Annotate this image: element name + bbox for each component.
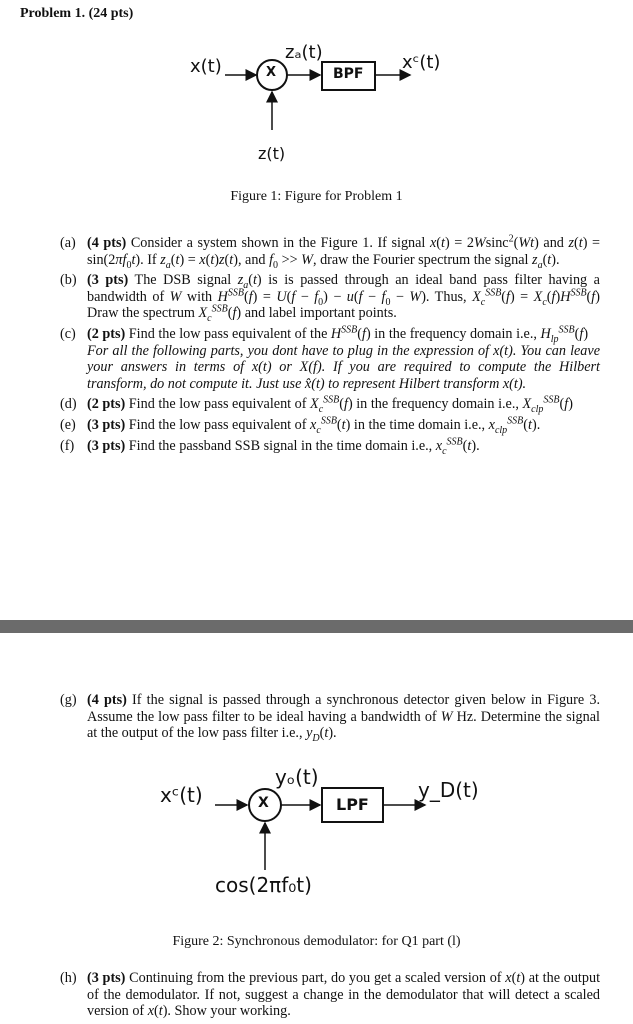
fig1-multiplier-symbol: X <box>266 65 277 80</box>
part-label: (c) <box>60 325 76 342</box>
part-text: (4 pts) If the signal is passed through a synchronous detector given below in Figure 3. Assume the low pass filter to be ideal having a bandwidth of W Hz. Determine the signal at the output of the low pass filter i.e., $y_D(t)$. <box>87 692 600 745</box>
part-h <box>60 970 600 1020</box>
part-label: (d) <box>60 396 77 413</box>
fig1-carrier-label: z(t) <box>258 144 286 163</box>
fig2-carrier-label: cos(2πf₀t) <box>215 873 312 897</box>
fig1-mid-signal-label: zₐ(t) <box>285 42 323 63</box>
fig2-input-label: xᶜ(t) <box>160 783 203 807</box>
part-text: (3 pts) Find the low pass equivalent of $x_c^{SSB}(t)$ in the time domain i.e., $x_{clp}^{SSB}(t)$. <box>87 415 541 436</box>
part-g <box>60 692 600 745</box>
part-text: (3 pts) The DSB signal $z_a(t)$ is is passed through an ideal band pass filter having a bandwidth of W with $H^{SSB}(f) = U(f - f_0) - u(f - f_0 - W)$. Thus, $X_c^{SSB}(f) = X_c(f)H^{SSB}(f)$ Draw the spectrum $X_c^{SSB}(f)$ and label important points. <box>87 272 600 325</box>
part-f <box>60 435 600 457</box>
problem-parts-top <box>60 235 600 458</box>
part-text: (2 pts) Find the low pass equivalent of $X_c^{SSB}(f)$ in the frequency domain i.e., $X_{clp}^{SSB}(f)$ <box>87 394 573 416</box>
fig1-bpf-label: BPF <box>333 66 364 82</box>
part-b <box>60 272 600 325</box>
part-text: (4 pts) Consider a system shown in the Figure 1. If signal x(t) = 2Wsinc$^2$(Wt) and $z(t) = \sin(2\pi f_0t)$. If $z_a(t) = x(t)z(t)$, and $f_0 >> W$, draw the Fourier spectrum the signal $z_a(t)$. <box>87 233 600 271</box>
page-divider <box>0 620 633 633</box>
figure-1-caption: Figure 1: Figure for Problem 1 <box>230 189 403 204</box>
figure-2-caption: Figure 2: Synchronous demodulator: for Q1 part (l) <box>172 934 461 949</box>
part-a <box>60 233 600 271</box>
fig1-output-label: xᶜ(t) <box>402 52 441 73</box>
problem-title: Problem 1. (24 pts) <box>20 6 134 21</box>
fig2-multiplier-symbol: X <box>258 795 269 811</box>
part-e <box>60 417 600 434</box>
part-c <box>60 326 600 343</box>
fig2-mid-signal-label: yₒ(t) <box>275 765 319 789</box>
part-d <box>60 394 600 416</box>
part-label: (g) <box>60 692 77 708</box>
fig1-input-label: x(t) <box>190 56 222 77</box>
instructions-note: For all the following parts, you dont have to plug in the expression of x(t). You can leave your answers in terms of x(t) or X(f). If you are required to compute the Hilbert transform, do not compute it. Just use x̂(t) to represent Hilbert transform x(t). <box>87 342 600 392</box>
part-label: (h) <box>60 970 77 986</box>
fig2-output-label: y_D(t) <box>418 778 479 802</box>
part-label: (b) <box>60 272 77 289</box>
part-label: (e) <box>60 416 76 433</box>
fig2-lpf-label: LPF <box>336 795 369 814</box>
problem-part-g <box>60 692 600 746</box>
part-label: (a) <box>60 235 76 251</box>
part-text: (3 pts) Continuing from the previous part, do you get a scaled version of x(t) at the output of the demodulator. If not, suggest a change in the demodulator that will detect a scaled version of x(t). Show your working. <box>87 970 601 1020</box>
part-text: (2 pts) Find the low pass equivalent of the $H^{SSB}(f)$ in the frequency domain i.e., $H_{lp}^{SSB}(f)$ <box>87 324 589 345</box>
problem-part-h <box>60 970 600 1024</box>
part-label: (f) <box>60 437 75 454</box>
part-text: (3 pts) Find the passband SSB signal in the time domain i.e., $x_c^{SSB}(t)$. <box>87 435 480 457</box>
